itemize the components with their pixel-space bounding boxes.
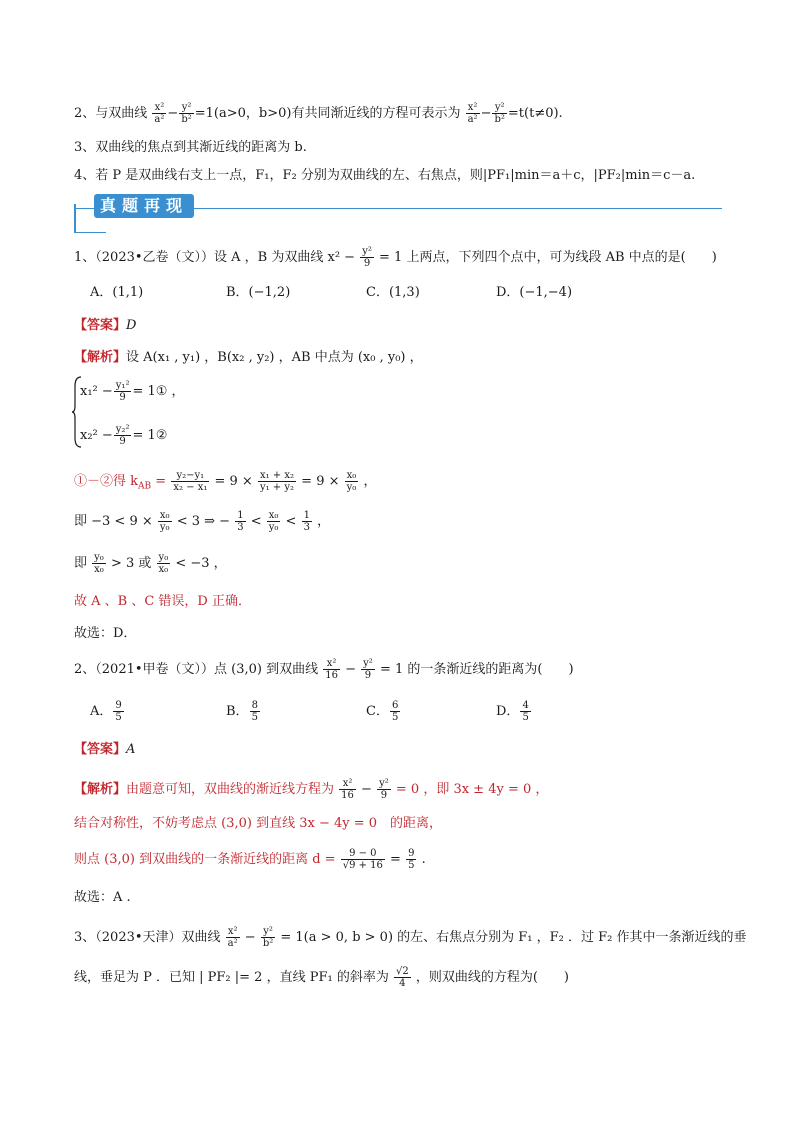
- q2-answer: 【答案】A: [74, 742, 136, 757]
- q2-analysis-3: 则点 (3,0) 到双曲线的一条渐近线的距离 d = $\frac{9 - 0}{√9 + 16}$ = $\frac{9}{5}$ .: [74, 848, 426, 871]
- q2-option-b: B． $\frac{8}{5}$: [226, 700, 258, 723]
- q2-stem: 2、（2021•甲卷（文））点 (3,0) 到双曲线 $\frac{\text{x²}}{16}$ − $\frac{\text{y²}}{9}$ = 1 的一条渐近线的距离为( ): [74, 658, 574, 681]
- q2-option-d: D． $\frac{4}{5}$: [496, 700, 529, 723]
- q1-option-b: B．(−1,2): [226, 285, 291, 300]
- q2-option-a: A． $\frac{9}{5}$: [90, 700, 122, 723]
- q1-option-a: A．(1,1): [90, 285, 144, 300]
- section-title: 真题再现: [94, 194, 194, 218]
- q3-stem-2: 线，垂足为 P ．已知 | PF₂ |= 2 ，直线 PF₁ 的斜率为 $\frac{√2}{4}$ ，则双曲线的方程为( ): [74, 966, 569, 989]
- q2-analysis-1: 【解析】由题意可知，双曲线的渐近线方程为 $\frac{\text{x²}}{16}$ − $\frac{\text{y²}}{9}$ = 0 ，即 3x ± 4y = 0 ，: [74, 778, 549, 801]
- q1-step-c: 即 $\frac{\text{y₀}}{\text{x₀}}$ > 3 或 $\frac{\text{y₀}}{\text{x₀}}$ < −3 ，: [74, 552, 227, 575]
- q2-choose: 故选：A .: [74, 890, 131, 905]
- system-eq-1: x₁² − $\frac{\text{y₁²}}{9}$ = 1① ，: [80, 380, 185, 403]
- q1-option-c: C．(1,3): [366, 285, 420, 300]
- q2-analysis-2: 结合对称性，不妨考虑点 (3,0) 到直线 3x − 4y = 0 的距离，: [74, 816, 443, 831]
- q1-step-a: ①－②得 $k_{AB}$ = $\frac{\text{y₂−y₁}}{\text{x₂ − x₁}}$ = 9 × $\frac{\text{x₁ + x₂}}{\text{y₁ + y₂}}$ = 9 × $\frac{\text{x₀}}{\text{y₀}}$ ，: [74, 470, 377, 493]
- q1-choose: 故选：D．: [74, 626, 137, 641]
- q1-option-d: D．(−1,−4): [496, 285, 573, 300]
- q1-conclusion: 故 A 、B 、C 错误，D 正确．: [74, 594, 251, 609]
- q2-option-c: C． $\frac{6}{5}$: [366, 700, 399, 723]
- intro-item-2: 2、与双曲线 $\frac{\text{x²}}{\text{a²}}$ − $\frac{\text{y²}}{\text{b²}}$ =1(a>0，b>0)有共同渐近线的方程可表示为 $\frac{\text{x²}}{\text{a²}}$ − $\frac{\text{y²}}{\text{b²}}$ =t(t≠0).: [74, 102, 563, 125]
- system-eq-2: x₂² − $\frac{\text{y₂²}}{9}$ = 1②: [80, 424, 168, 447]
- intro-item-3: 3、双曲线的焦点到其渐近线的距离为 b.: [74, 140, 307, 155]
- intro-item-4: 4、若 P 是双曲线右支上一点，F₁，F₂ 分别为双曲线的左、右焦点，则|PF₁|min＝a＋c，|PF₂|min＝c－a.: [74, 168, 696, 183]
- q1-analysis-intro: 【解析】设 A(x₁ , y₁) ，B(x₂ , y₂) ，AB 中点为 (x₀ , y₀) ，: [74, 350, 423, 365]
- q1-answer: 【答案】D: [74, 318, 137, 333]
- q3-stem-1: 3、（2023•天津）双曲线 $\frac{\text{x²}}{\text{a²}}$ − $\frac{\text{y²}}{\text{b²}}$ = 1(a > 0, b > 0) 的左、右焦点分别为 F₁ ，F₂ ．过 F₂ 作其中一条渐近线的垂: [74, 926, 747, 949]
- q1-step-b: 即 −3 < 9 × $\frac{\text{x₀}}{\text{y₀}}$ < 3 ⇒ − $\frac{1}{3}$ < $\frac{\text{x₀}}{\text{y₀}}$ < $\frac{1}{3}$ ，: [74, 510, 331, 533]
- q1-stem: 1、（2023•乙卷（文））设 A ，B 为双曲线 x² − $\frac{\text{y²}}{9}$ = 1 上两点，下列四个点中，可为线段 AB 中点的是( ): [74, 246, 717, 269]
